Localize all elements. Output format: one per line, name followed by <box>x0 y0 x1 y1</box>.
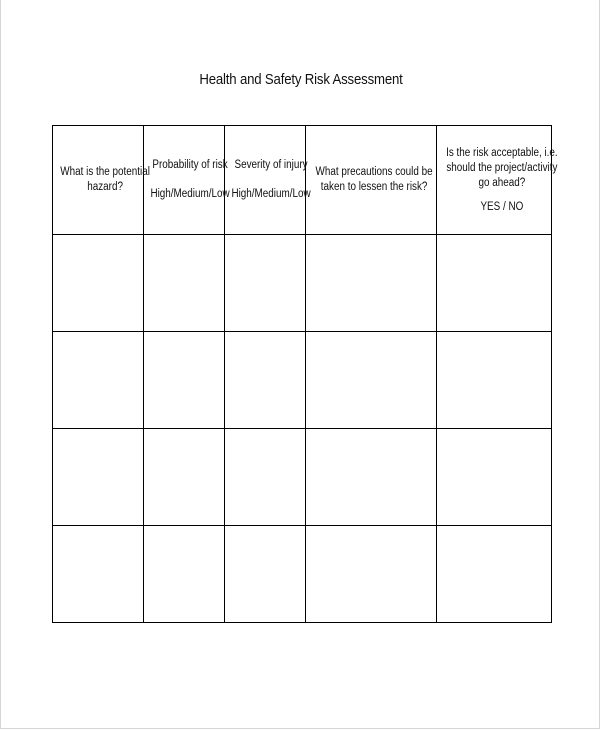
table-cell[interactable] <box>53 332 144 429</box>
table-cell[interactable] <box>306 526 437 623</box>
table-cell[interactable] <box>144 526 225 623</box>
table-row <box>53 526 552 623</box>
header-line: What precautions could be <box>315 166 433 178</box>
table-cell[interactable] <box>306 235 437 332</box>
table-cell[interactable] <box>437 332 552 429</box>
header-line: Probability of risk <box>152 159 228 171</box>
header-line: High/Medium/Low <box>231 188 311 200</box>
table-cell[interactable] <box>144 235 225 332</box>
table-cell[interactable] <box>306 332 437 429</box>
header-line: YES / NO <box>480 200 524 213</box>
table-cell[interactable] <box>53 235 144 332</box>
header-line: High/Medium/Low <box>150 188 230 200</box>
table-cell[interactable] <box>225 235 306 332</box>
header-probability <box>144 126 230 235</box>
header-line: hazard? <box>87 181 123 193</box>
table-cell[interactable] <box>53 429 144 526</box>
page-title: Health and Safety Risk Assessment <box>199 71 403 88</box>
header-line: go ahead? <box>478 176 526 189</box>
table-cell[interactable] <box>225 332 306 429</box>
header-severity <box>225 126 311 235</box>
table-cell[interactable] <box>144 332 225 429</box>
header-potential-hazard <box>53 126 150 235</box>
table-row <box>53 235 552 332</box>
header-risk-acceptable <box>437 126 558 235</box>
header-line: What is the potential <box>60 166 150 178</box>
table-row <box>53 332 552 429</box>
table-cell[interactable] <box>53 526 144 623</box>
header-line: Severity of injury <box>234 159 308 171</box>
table-cell[interactable] <box>437 526 552 623</box>
table-cell[interactable] <box>306 429 437 526</box>
header-line: should the project/activity <box>446 161 558 174</box>
table-cell[interactable] <box>225 526 306 623</box>
table-header-row <box>53 126 552 235</box>
table-row <box>53 429 552 526</box>
header-line: taken to lessen the risk? <box>320 181 428 193</box>
header-line: Is the risk acceptable, i.e. <box>446 146 558 159</box>
table-cell[interactable] <box>437 235 552 332</box>
table-cell[interactable] <box>225 429 306 526</box>
header-precautions <box>306 126 437 235</box>
table-cell[interactable] <box>144 429 225 526</box>
table-cell[interactable] <box>437 429 552 526</box>
risk-assessment-table <box>52 125 558 623</box>
